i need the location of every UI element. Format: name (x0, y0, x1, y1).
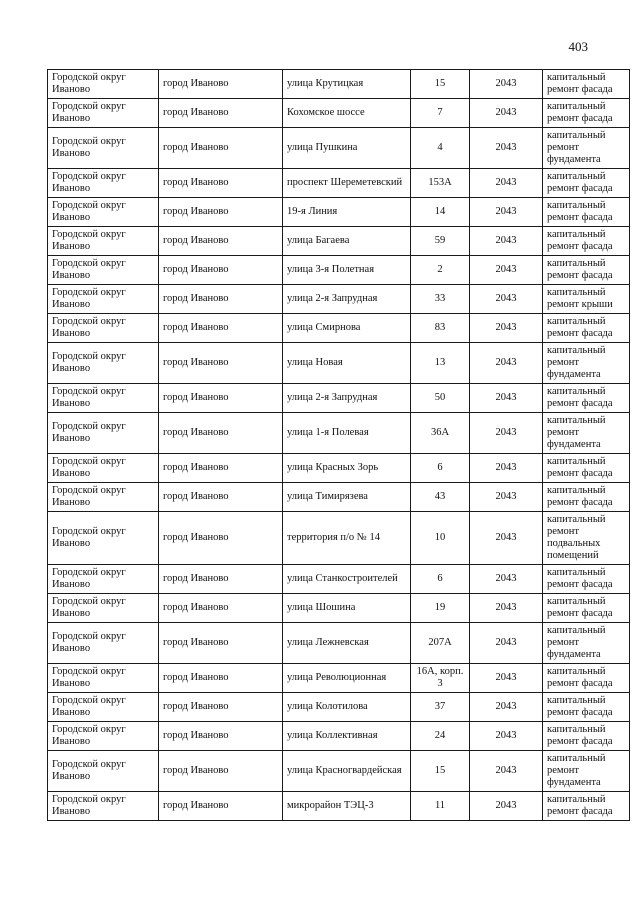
city-cell: город Иваново (159, 285, 283, 314)
street-cell: микрорайон ТЭЦ-3 (283, 792, 411, 821)
work-type-cell: капитальный ремонт фасада (543, 594, 630, 623)
work-type-cell: капитальный ремонт фасада (543, 664, 630, 693)
street-cell: улица Смирнова (283, 314, 411, 343)
city-cell: город Иваново (159, 384, 283, 413)
city-cell: город Иваново (159, 594, 283, 623)
city-cell: город Иваново (159, 664, 283, 693)
work-type-cell: капитальный ремонт фасада (543, 722, 630, 751)
street-cell: улица 3-я Полетная (283, 256, 411, 285)
house-number-cell: 16А, корп. 3 (411, 664, 470, 693)
street-cell: улица Коллективная (283, 722, 411, 751)
city-cell: город Иваново (159, 256, 283, 285)
district-cell: Городской округ Иваново (48, 285, 159, 314)
table-row (48, 413, 630, 454)
repair-schedule-table (47, 69, 630, 821)
year-cell: 2043 (470, 198, 543, 227)
table-row (48, 565, 630, 594)
work-type-cell: капитальный ремонт фасада (543, 792, 630, 821)
district-cell: Городской округ Иваново (48, 565, 159, 594)
work-type-cell: капитальный ремонт подвальных помещений (543, 512, 630, 565)
table-body (48, 70, 630, 821)
year-cell: 2043 (470, 413, 543, 454)
table-row (48, 227, 630, 256)
table-row (48, 693, 630, 722)
table-row (48, 751, 630, 792)
work-type-cell: капитальный ремонт фасада (543, 169, 630, 198)
district-cell: Городской округ Иваново (48, 483, 159, 512)
year-cell: 2043 (470, 343, 543, 384)
district-cell: Городской округ Иваново (48, 413, 159, 454)
district-cell: Городской округ Иваново (48, 70, 159, 99)
district-cell: Городской округ Иваново (48, 227, 159, 256)
street-cell: улица Шошина (283, 594, 411, 623)
street-cell: улица Колотилова (283, 693, 411, 722)
city-cell: город Иваново (159, 128, 283, 169)
year-cell: 2043 (470, 693, 543, 722)
year-cell: 2043 (470, 384, 543, 413)
work-type-cell: капитальный ремонт фундамента (543, 751, 630, 792)
table-row (48, 169, 630, 198)
table-row (48, 285, 630, 314)
city-cell: город Иваново (159, 483, 283, 512)
work-type-cell: капитальный ремонт фасада (543, 99, 630, 128)
year-cell: 2043 (470, 664, 543, 693)
district-cell: Городской округ Иваново (48, 314, 159, 343)
year-cell: 2043 (470, 454, 543, 483)
year-cell: 2043 (470, 722, 543, 751)
street-cell: улица Пушкина (283, 128, 411, 169)
table-row (48, 594, 630, 623)
table-row (48, 256, 630, 285)
work-type-cell: капитальный ремонт фасада (543, 454, 630, 483)
table-row (48, 99, 630, 128)
work-type-cell: капитальный ремонт фасада (543, 198, 630, 227)
table-row (48, 664, 630, 693)
city-cell: город Иваново (159, 565, 283, 594)
street-cell: 19-я Линия (283, 198, 411, 227)
city-cell: город Иваново (159, 198, 283, 227)
house-number-cell: 6 (411, 454, 470, 483)
house-number-cell: 24 (411, 722, 470, 751)
street-cell: проспект Шереметевский (283, 169, 411, 198)
year-cell: 2043 (470, 285, 543, 314)
street-cell: улица Станкостроителей (283, 565, 411, 594)
house-number-cell: 7 (411, 99, 470, 128)
work-type-cell: капитальный ремонт фасада (543, 384, 630, 413)
house-number-cell: 4 (411, 128, 470, 169)
year-cell: 2043 (470, 751, 543, 792)
district-cell: Городской округ Иваново (48, 623, 159, 664)
year-cell: 2043 (470, 792, 543, 821)
year-cell: 2043 (470, 483, 543, 512)
street-cell: улица Красных Зорь (283, 454, 411, 483)
table-row (48, 722, 630, 751)
district-cell: Городской округ Иваново (48, 693, 159, 722)
work-type-cell: капитальный ремонт фасада (543, 314, 630, 343)
house-number-cell: 207А (411, 623, 470, 664)
street-cell: Кохомское шоссе (283, 99, 411, 128)
table-row (48, 792, 630, 821)
district-cell: Городской округ Иваново (48, 594, 159, 623)
district-cell: Городской округ Иваново (48, 512, 159, 565)
district-cell: Городской округ Иваново (48, 99, 159, 128)
work-type-cell: капитальный ремонт фундамента (543, 343, 630, 384)
house-number-cell: 15 (411, 70, 470, 99)
street-cell: улица Революционная (283, 664, 411, 693)
city-cell: город Иваново (159, 169, 283, 198)
house-number-cell: 33 (411, 285, 470, 314)
street-cell: улица Тимирязева (283, 483, 411, 512)
district-cell: Городской округ Иваново (48, 792, 159, 821)
district-cell: Городской округ Иваново (48, 343, 159, 384)
street-cell: улица Багаева (283, 227, 411, 256)
year-cell: 2043 (470, 70, 543, 99)
street-cell: улица 1-я Полевая (283, 413, 411, 454)
district-cell: Городской округ Иваново (48, 256, 159, 285)
year-cell: 2043 (470, 169, 543, 198)
work-type-cell: капитальный ремонт крыши (543, 285, 630, 314)
table-row (48, 343, 630, 384)
city-cell: город Иваново (159, 751, 283, 792)
house-number-cell: 50 (411, 384, 470, 413)
table-row (48, 454, 630, 483)
table-row (48, 384, 630, 413)
street-cell: улица Лежневская (283, 623, 411, 664)
work-type-cell: капитальный ремонт фасада (543, 565, 630, 594)
district-cell: Городской округ Иваново (48, 198, 159, 227)
work-type-cell: капитальный ремонт фасада (543, 256, 630, 285)
house-number-cell: 15 (411, 751, 470, 792)
house-number-cell: 43 (411, 483, 470, 512)
table-row (48, 512, 630, 565)
house-number-cell: 11 (411, 792, 470, 821)
work-type-cell: капитальный ремонт фасада (543, 693, 630, 722)
house-number-cell: 36А (411, 413, 470, 454)
city-cell: город Иваново (159, 99, 283, 128)
street-cell: улица Новая (283, 343, 411, 384)
city-cell: город Иваново (159, 454, 283, 483)
work-type-cell: капитальный ремонт фасада (543, 483, 630, 512)
work-type-cell: капитальный ремонт фундамента (543, 128, 630, 169)
year-cell: 2043 (470, 314, 543, 343)
year-cell: 2043 (470, 512, 543, 565)
district-cell: Городской округ Иваново (48, 454, 159, 483)
street-cell: улица Красногвардейская (283, 751, 411, 792)
table-row (48, 314, 630, 343)
house-number-cell: 19 (411, 594, 470, 623)
city-cell: город Иваново (159, 314, 283, 343)
year-cell: 2043 (470, 128, 543, 169)
table-row (48, 198, 630, 227)
year-cell: 2043 (470, 565, 543, 594)
street-cell: улица 2-я Запрудная (283, 384, 411, 413)
work-type-cell: капитальный ремонт фасада (543, 227, 630, 256)
district-cell: Городской округ Иваново (48, 722, 159, 751)
street-cell: улица 2-я Запрудная (283, 285, 411, 314)
district-cell: Городской округ Иваново (48, 128, 159, 169)
page-number: 403 (568, 39, 588, 54)
table-row (48, 483, 630, 512)
city-cell: город Иваново (159, 70, 283, 99)
house-number-cell: 83 (411, 314, 470, 343)
table-row (48, 128, 630, 169)
city-cell: город Иваново (159, 722, 283, 751)
district-cell: Городской округ Иваново (48, 664, 159, 693)
year-cell: 2043 (470, 227, 543, 256)
district-cell: Городской округ Иваново (48, 169, 159, 198)
house-number-cell: 59 (411, 227, 470, 256)
district-cell: Городской округ Иваново (48, 751, 159, 792)
table-row (48, 623, 630, 664)
house-number-cell: 37 (411, 693, 470, 722)
house-number-cell: 13 (411, 343, 470, 384)
work-type-cell: капитальный ремонт фундамента (543, 413, 630, 454)
year-cell: 2043 (470, 623, 543, 664)
year-cell: 2043 (470, 256, 543, 285)
house-number-cell: 14 (411, 198, 470, 227)
house-number-cell: 2 (411, 256, 470, 285)
city-cell: город Иваново (159, 623, 283, 664)
table-row (48, 70, 630, 99)
work-type-cell: капитальный ремонт фасада (543, 70, 630, 99)
year-cell: 2043 (470, 594, 543, 623)
work-type-cell: капитальный ремонт фундамента (543, 623, 630, 664)
year-cell: 2043 (470, 99, 543, 128)
city-cell: город Иваново (159, 792, 283, 821)
city-cell: город Иваново (159, 512, 283, 565)
street-cell: улица Крутицкая (283, 70, 411, 99)
city-cell: город Иваново (159, 413, 283, 454)
city-cell: город Иваново (159, 693, 283, 722)
house-number-cell: 6 (411, 565, 470, 594)
district-cell: Городской округ Иваново (48, 384, 159, 413)
street-cell: территория п/о № 14 (283, 512, 411, 565)
city-cell: город Иваново (159, 227, 283, 256)
house-number-cell: 153А (411, 169, 470, 198)
house-number-cell: 10 (411, 512, 470, 565)
city-cell: город Иваново (159, 343, 283, 384)
